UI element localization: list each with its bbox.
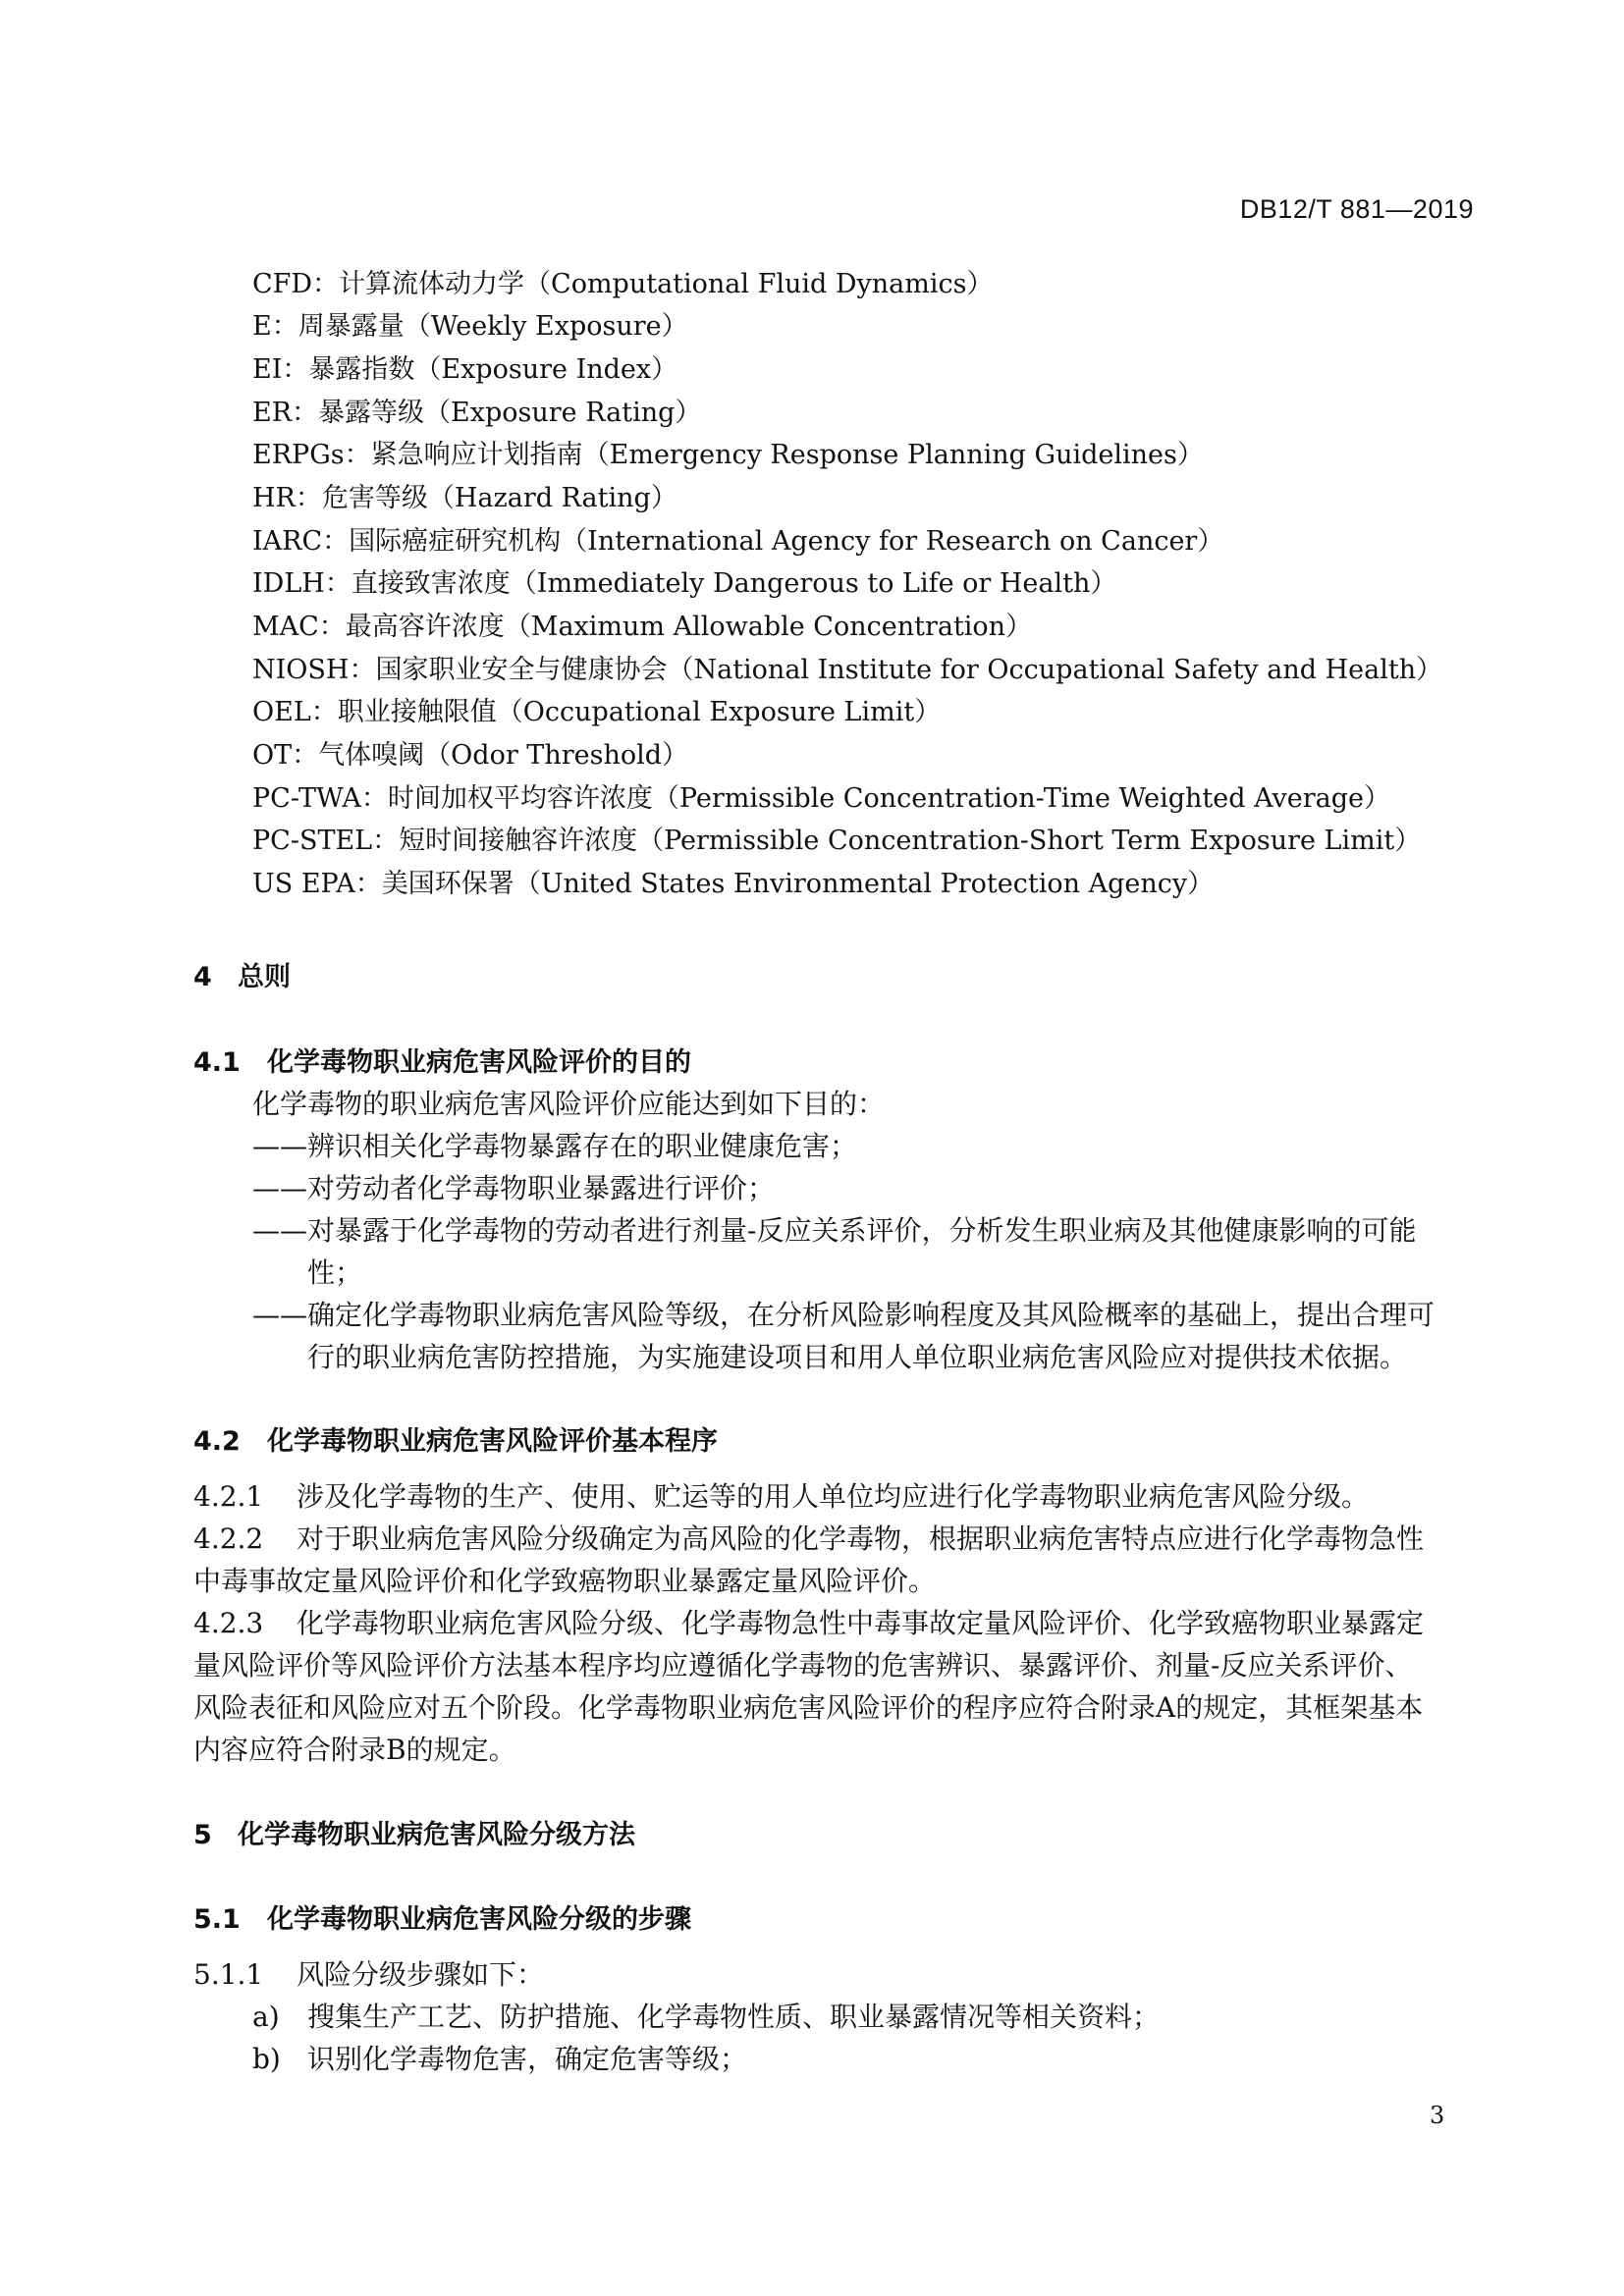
section-title: 化学毒物职业病危害风险分级方法 xyxy=(238,1820,635,1850)
clause-text-continuation: 内容应符合附录B的规定。 xyxy=(193,1734,516,1766)
subsection-number: 4.2 xyxy=(193,1426,241,1457)
subsection-5-1-heading xyxy=(193,1897,691,1936)
clause-text-continuation: 量风险评价等风险评价方法基本程序均应遵循化学毒物的危害辨识、暴露评价、剂量-反应关系评价、 xyxy=(193,1649,1413,1682)
list-item xyxy=(252,2038,747,2080)
section-5-heading xyxy=(193,1813,635,1851)
list-item-continuation: 性； xyxy=(307,1256,363,1289)
abbreviation-item: IDLH：直接致害浓度（Immediately Dangerous to Life or Health） xyxy=(252,568,1117,599)
abbreviation-item: US EPA：美国环保署（United States Environmental Protection Agency） xyxy=(252,869,1215,899)
abbreviation-item: EI：暴露指数（Exposure Index） xyxy=(252,354,678,385)
subsection-title: 化学毒物职业病危害风险评价基本程序 xyxy=(267,1426,718,1457)
abbreviation-item: IARC：国际癌症研究机构（International Agency for Research on Cancer） xyxy=(252,526,1224,557)
list-item xyxy=(252,1996,1160,2038)
abbreviation-item: PC-STEL：短时间接触容许浓度（Permissible Concentration-Short Term Exposure Limit） xyxy=(252,826,1422,856)
clause-text: 化学毒物职业病危害风险分级、化学毒物急性中毒事故定量风险评价、化学致癌物职业暴露定 xyxy=(297,1607,1425,1639)
list-item-text: 搜集生产工艺、防护措施、化学毒物性质、职业暴露情况等相关资料； xyxy=(307,2001,1161,2033)
abbreviation-item: MAC：最高容许浓度（Maximum Allowable Concentration） xyxy=(252,612,1033,642)
abbreviation-item: CFD：计算流体动力学（Computational Fluid Dynamics） xyxy=(252,269,994,299)
clause-number: 4.2.1 xyxy=(193,1480,264,1513)
abbreviation-item: OT：气体嗅阈（Odor Threshold） xyxy=(252,740,689,771)
list-item-continuation: 行的职业病危害防控措施，为实施建设项目和用人单位职业病危害风险应对提供技术依据。 xyxy=(307,1341,1408,1373)
clause-number: 4.2.3 xyxy=(193,1607,264,1639)
subsection-4-1-heading xyxy=(193,1041,691,1079)
clause-text: 涉及化学毒物的生产、使用、贮运等的用人单位均应进行化学毒物职业病危害风险分级。 xyxy=(297,1480,1370,1513)
abbreviation-item: ERPGs：紧急响应计划指南（Emergency Response Planning Guidelines） xyxy=(252,440,1204,470)
subsection-title: 化学毒物职业病危害风险分级的步骤 xyxy=(267,1904,691,1935)
section-title: 总则 xyxy=(238,962,291,992)
subsection-number: 4.1 xyxy=(193,1047,241,1078)
list-marker: b) xyxy=(252,2043,281,2075)
abbreviation-item: PC-TWA：时间加权平均容许浓度（Permissible Concentration-Time Weighted Average） xyxy=(252,783,1390,814)
clause-5-1-1 xyxy=(193,1953,544,1996)
document-code: DB12/T 881—2019 xyxy=(1239,194,1474,224)
subsection-title: 化学毒物职业病危害风险评价的目的 xyxy=(267,1047,691,1078)
section-number: 4 xyxy=(193,962,212,992)
clause-4-2-2 xyxy=(193,1518,1424,1560)
section-4-heading xyxy=(193,955,291,993)
clause-4-2-3 xyxy=(193,1602,1424,1644)
clause-text-continuation: 风险表征和风险应对五个阶段。化学毒物职业病危害风险评价的程序应符合附录A的规定，其框架基本 xyxy=(193,1691,1424,1724)
paragraph: 化学毒物的职业病危害风险评价应能达到如下目的： xyxy=(252,1088,886,1120)
list-item: ——确定化学毒物职业病危害风险等级，在分析风险影响程度及其风险概率的基础上，提出合理可 xyxy=(252,1299,1435,1331)
clause-number: 5.1.1 xyxy=(193,1958,264,1991)
list-item: ——对劳动者化学毒物职业暴露进行评价； xyxy=(252,1172,776,1204)
abbreviation-item: HR：危害等级（Hazard Rating） xyxy=(252,483,677,513)
subsection-number: 5.1 xyxy=(193,1904,241,1935)
list-item: ——对暴露于化学毒物的劳动者进行剂量-反应关系评价，分析发生职业病及其他健康影响的可能 xyxy=(252,1214,1417,1247)
list-marker: a) xyxy=(252,2001,280,2033)
abbreviation-item: ER：暴露等级（Exposure Rating） xyxy=(252,398,702,428)
abbreviation-item: NIOSH：国家职业安全与健康协会（National Institute for Occupational Safety and Health） xyxy=(252,655,1443,685)
section-number: 5 xyxy=(193,1820,212,1850)
clause-number: 4.2.2 xyxy=(193,1522,264,1555)
list-item-text: 识别化学毒物危害，确定危害等级； xyxy=(307,2043,748,2075)
clause-text: 对于职业病危害风险分级确定为高风险的化学毒物，根据职业病危害特点应进行化学毒物急性 xyxy=(297,1522,1425,1555)
subsection-4-2-heading xyxy=(193,1419,718,1458)
abbreviation-item: OEL：职业接触限值（Occupational Exposure Limit） xyxy=(252,697,942,727)
abbreviation-item: E：周暴露量（Weekly Exposure） xyxy=(252,311,688,342)
clause-text-continuation: 中毒事故定量风险评价和化学致癌物职业暴露定量风险评价。 xyxy=(193,1565,937,1597)
clause-4-2-1 xyxy=(193,1475,1369,1518)
list-item: ——辨识相关化学毒物暴露存在的职业健康危害； xyxy=(252,1130,858,1162)
page-number: 3 xyxy=(1430,2102,1445,2129)
clause-text: 风险分级步骤如下： xyxy=(297,1958,545,1991)
